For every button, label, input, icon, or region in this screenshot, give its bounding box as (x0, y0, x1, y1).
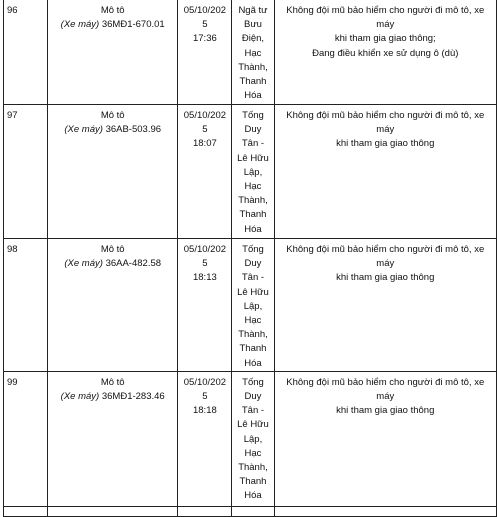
violation-line: Không đội mũ bảo hiểm cho người đi mô tô, xe máy (286, 5, 485, 31)
location-line: Hóa (244, 490, 262, 502)
vehicle-type: Mô tô (100, 5, 125, 16)
location-line: Tống (242, 110, 264, 121)
violation-time: 18:07 (192, 138, 217, 150)
violation-time: 18:13 (192, 272, 217, 284)
violation-date: 05/10/2025 (183, 376, 227, 403)
location-line: Hạc (244, 181, 262, 193)
violation-line: Không đội mũ bảo hiểm cho người đi mô tô, xe máy (286, 244, 485, 270)
vehicle-type: Mô tô (100, 244, 125, 255)
location-cell (232, 0, 274, 105)
location-line: Ngã tư (238, 5, 268, 16)
location-cell (232, 239, 274, 372)
vehicle-subtype: (Xe máy) (64, 258, 103, 270)
location-line: Thanh (239, 76, 267, 88)
violation-cell (274, 371, 496, 506)
violation-line: khi tham gia giao thông (336, 138, 435, 150)
location-line: Thành, (238, 195, 268, 207)
violations-table (3, 0, 497, 517)
location-line: Duy (244, 258, 262, 270)
violation-line: Đang điều khiển xe sử dụng ô (dù) (312, 47, 459, 59)
empty-cell (274, 506, 496, 516)
location-line: Lập, (243, 433, 263, 445)
table-row (4, 105, 497, 239)
vehicle-cell (48, 105, 178, 239)
vehicle-cell (48, 371, 178, 506)
location-line: Thanh (239, 343, 267, 355)
table-row (4, 371, 497, 506)
datetime-cell (178, 239, 232, 372)
vehicle-cell (48, 239, 178, 372)
location-line: Hạc (244, 447, 262, 459)
violation-line: khi tham gia giao thông (336, 405, 435, 417)
vehicle-cell (48, 0, 178, 105)
vehicle-type: Mô tô (100, 110, 125, 121)
datetime-cell (178, 371, 232, 506)
location-line: Lê Hữu (237, 152, 269, 164)
location-cell (232, 371, 274, 506)
location-line: Thành, (238, 462, 268, 474)
violation-date: 05/10/2025 (183, 5, 227, 31)
location-line: Duy (244, 391, 262, 403)
location-line: Lê Hữu (237, 419, 269, 431)
location-line: Tống (242, 244, 264, 255)
location-line: Thanh (239, 209, 267, 221)
license-plate: 36MĐ1-283.46 (101, 391, 165, 403)
violation-date: 05/10/2025 (183, 110, 227, 136)
empty-cell (4, 506, 48, 516)
row-number: 99 (4, 371, 48, 506)
vehicle-subtype: (Xe máy) (64, 124, 103, 136)
violation-cell (274, 105, 496, 239)
location-line: Hạc (244, 315, 262, 327)
violation-cell (274, 0, 496, 105)
location-line: Tân - (241, 405, 265, 417)
violation-time: 18:18 (192, 405, 217, 417)
location-line: Điện, (241, 33, 265, 45)
row-number: 98 (4, 239, 48, 372)
location-line: Thanh (239, 476, 267, 488)
location-line: Tân - (241, 272, 265, 284)
location-line: Lê Hữu (237, 286, 269, 298)
empty-cell (48, 506, 178, 516)
location-line: Bưu (243, 19, 262, 31)
violation-line: khi tham gia giao thông; (334, 33, 436, 45)
violation-date: 05/10/2025 (183, 244, 227, 270)
vehicle-type: Mô tô (100, 376, 125, 388)
location-line: Hóa (244, 90, 262, 102)
location-line: Lập, (243, 166, 263, 178)
license-plate: 36MĐ1-670.01 (101, 19, 165, 31)
vehicle-subtype: (Xe máy) (60, 391, 100, 403)
license-plate: 36AB-503.96 (105, 124, 162, 136)
location-line: Tống (242, 376, 264, 388)
location-line: Lập, (243, 300, 263, 312)
location-line: Duy (244, 124, 262, 136)
violation-line: Không đội mũ bảo hiểm cho người đi mô tô, xe máy (286, 110, 485, 136)
empty-cell (178, 506, 232, 516)
location-line: Hóa (244, 357, 262, 369)
location-line: Hóa (244, 223, 262, 235)
violation-line: Không đội mũ bảo hiểm cho người đi mô tô, xe máy (286, 376, 485, 403)
table-row (4, 0, 497, 105)
location-line: Tân - (241, 138, 265, 150)
location-line: Hạc (244, 47, 262, 59)
empty-cell (232, 506, 274, 516)
vehicle-subtype: (Xe máy) (60, 19, 100, 31)
location-cell (232, 105, 274, 239)
datetime-cell (178, 105, 232, 239)
row-number: 96 (4, 0, 48, 105)
datetime-cell (178, 0, 232, 105)
table-row (4, 239, 497, 372)
table-row-partial (4, 506, 497, 516)
row-number: 97 (4, 105, 48, 239)
location-line: Thành, (238, 329, 268, 341)
violation-line: khi tham gia giao thông (336, 272, 435, 284)
violation-cell (274, 239, 496, 372)
license-plate: 36AA-482.58 (105, 258, 162, 270)
violations-table-body (4, 0, 497, 516)
location-line: Thành, (238, 61, 268, 73)
violation-time: 17:36 (192, 33, 217, 45)
